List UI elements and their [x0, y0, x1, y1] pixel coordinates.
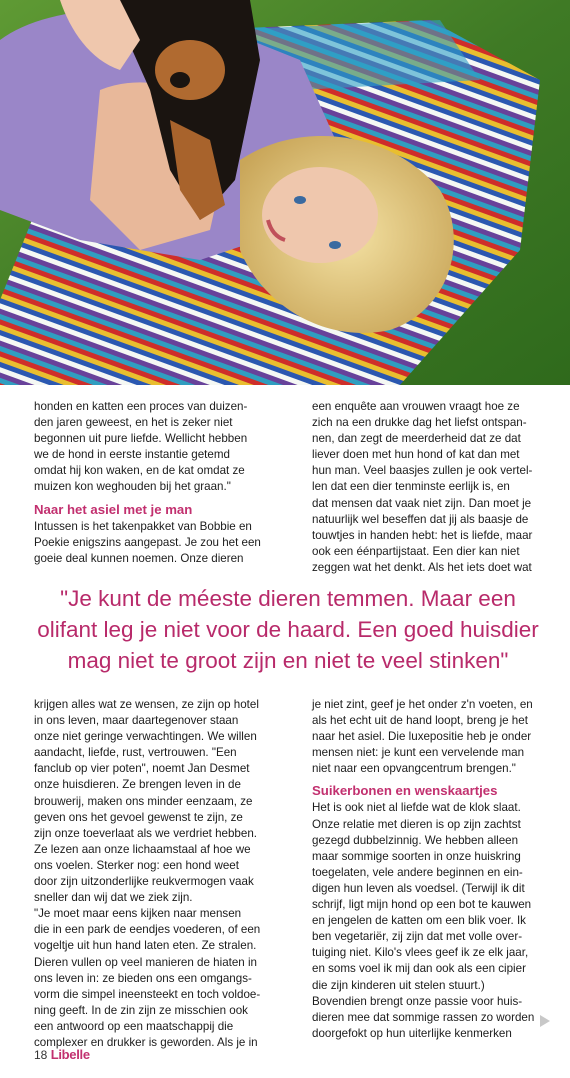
subheading: Suikerbonen en wenskaartjes [312, 783, 498, 799]
text-line: ons voelen. Sterker nog: een hond weet [34, 858, 239, 872]
text-line: Onze relatie met dieren is op zijn zachtst [312, 817, 521, 831]
text-line: zeggen wat het denkt. Als het iets doet wat [312, 560, 532, 574]
text-line: Het is ook niet al liefde wat de klok slaat. [312, 801, 521, 815]
text-line: fanclub op vier poten", noemt Jan Desmet [34, 762, 250, 776]
text-line: gezegd dubbelzinnig. We hebben alleen [312, 833, 519, 847]
text-line: touwtjes in handen hebt: het is liefde, maar [312, 528, 533, 542]
continue-arrow-icon [540, 1015, 550, 1027]
page-folio [34, 1047, 90, 1062]
text-line: we de hond in eerste instantie getemd [34, 448, 230, 462]
photo-icon [0, 0, 570, 385]
text-line: schrijf, ligt mijn hond op een bot te kauwen [312, 898, 532, 912]
cover-photo [0, 0, 570, 385]
text-line: die in een park de eendjes voederen, of een [34, 923, 261, 937]
text-line: die zijn kinderen uit stelen stuurt.) [312, 978, 485, 992]
text-line: zijn onze toeverlaat als we verdriet hebben. [34, 826, 257, 840]
column-bottom-right [312, 697, 564, 1042]
text-line: ning geeft. In de zin zijn ze misschien ook [34, 1003, 248, 1017]
page-number: 18 [34, 1048, 48, 1062]
text-line: naar het asiel. Die luxepositie heb je onder [312, 730, 532, 744]
column-top-right [312, 399, 564, 576]
text-line: Intussen is het takenpakket van Bobbie en [34, 519, 252, 533]
pull-quote [28, 583, 548, 676]
text-line: geven ons het gevoel gewenst te zijn, ze [34, 810, 243, 824]
text-line: maar sommige soorten in onze huiskring [312, 849, 521, 863]
text-line: niet naar een opvangcentrum brengen." [312, 762, 516, 776]
text-line: in ons leven, maar daartegenover staan [34, 714, 239, 728]
text-line: zich na een drukke dag het liefst ontspan- [312, 416, 527, 430]
text-line: onze niet geringe verwachtingen. We willen [34, 730, 257, 744]
text-line: sneller dan wij dat we ziek zijn. [34, 891, 193, 905]
text-line: mensen niet: je kunt een vervelende man [312, 746, 525, 760]
text-line: krijgen alles wat ze wensen, ze zijn op hotel [34, 698, 259, 711]
text-line: "Je moet maar eens kijken naar mensen [34, 907, 242, 921]
text-line: tuiging niet. Kilo's vlees geef ik ze elk jaar, [312, 946, 529, 960]
text-line: een enquête aan vrouwen vraagt hoe ze [312, 400, 520, 413]
text-line: je niet zint, geef je het onder z'n voeten, en [312, 698, 533, 711]
column-bottom-left [34, 697, 296, 1051]
text-line: complexer en drukker is geworden. Als je in [34, 1035, 258, 1049]
text-line: digen hun leven als voedsel. (Terwijl ik dit [312, 881, 525, 895]
text-line: brouwerij, maken ons minder eenzaam, ze [34, 794, 253, 808]
text-line: len dat een dier tenminste eerlijk is, en [312, 480, 510, 494]
text-line: liever doen met hun hond of kat dan met [312, 448, 520, 462]
pull-quote-line: mag niet te groot zijn en niet te veel stinken" [67, 648, 509, 673]
text-line: ook een éénpartijstaat. Een dier kan niet [312, 544, 520, 558]
text-line: en jengelen de katten om een blik voer. Ik [312, 914, 526, 928]
text-line: dat mensen dat vaak niet zijn. Dan moet je [312, 496, 532, 510]
text-line: Ze lezen aan onze lichaamstaal af hoe we [34, 842, 251, 856]
text-line: en soms voel ik mij dan ook als een cipier [312, 962, 526, 976]
text-line: doorgefokt op hun uiterlijke kenmerken [312, 1026, 512, 1040]
text-line: omdat hij kon waken, en de kat omdat ze [34, 464, 245, 478]
subheading: Naar het asiel met je man [34, 501, 193, 517]
text-line: honden en katten een proces van duizen- [34, 400, 248, 413]
text-line: muizen kon weghouden bij het graan." [34, 480, 231, 494]
text-line: Dieren vullen op veel manieren de hiaten in [34, 955, 257, 969]
pull-quote-line: olifant leg je niet voor de haard. Een goed huisdier [37, 617, 539, 642]
text-line: aandacht, liefde, rust, vertrouwen. "Een [34, 746, 237, 760]
text-line: natuurlijk wel beseffen dat jij als baasje de [312, 512, 529, 526]
text-line: Poekie enigszins aangepast. Je zou het een [34, 535, 261, 549]
text-line: ons leven in: ze bieden ons een omgangs- [34, 971, 252, 985]
text-line: vogeltje uit hun hand laten eten. Ze stralen. [34, 939, 257, 953]
text-line: nen, dan zegt de meerderheid dat ze dat [312, 432, 521, 446]
magazine-logo: Libelle [50, 1047, 90, 1062]
text-line: hun man. Veel baasjes zullen je ook vertel- [312, 464, 533, 478]
text-line: door zijn uitzonderlijke reukvermogen vaak [34, 875, 254, 889]
text-line: vorm die simpel ineensteekt en toch voldoe- [34, 987, 261, 1001]
text-line: den jaren geweest, en het is zeker niet [34, 416, 233, 430]
text-line: als het echt uit de hand loopt, breng je het [312, 714, 528, 728]
text-line: Bovendien brengt onze passie voor huis- [312, 994, 523, 1008]
text-line: ben vegetariër, zij zijn dat met volle over- [312, 930, 523, 944]
text-line: goeie deal kunnen noemen. Onze dieren [34, 551, 244, 565]
text-line: een antwoord op een maatschappij die [34, 1019, 234, 1033]
text-line: toegelaten, vele andere beginnen en ein- [312, 865, 523, 879]
column-top-left [34, 399, 296, 567]
text-line: dieren mee dat sommige rassen zo worden [312, 1010, 535, 1024]
pull-quote-line: "Je kunt de méeste dieren temmen. Maar een [60, 586, 516, 611]
text-line: begonnen uit pure liefde. Wellicht hebben [34, 432, 248, 446]
text-line: onze huisdieren. Ze brengen leven in de [34, 778, 241, 792]
